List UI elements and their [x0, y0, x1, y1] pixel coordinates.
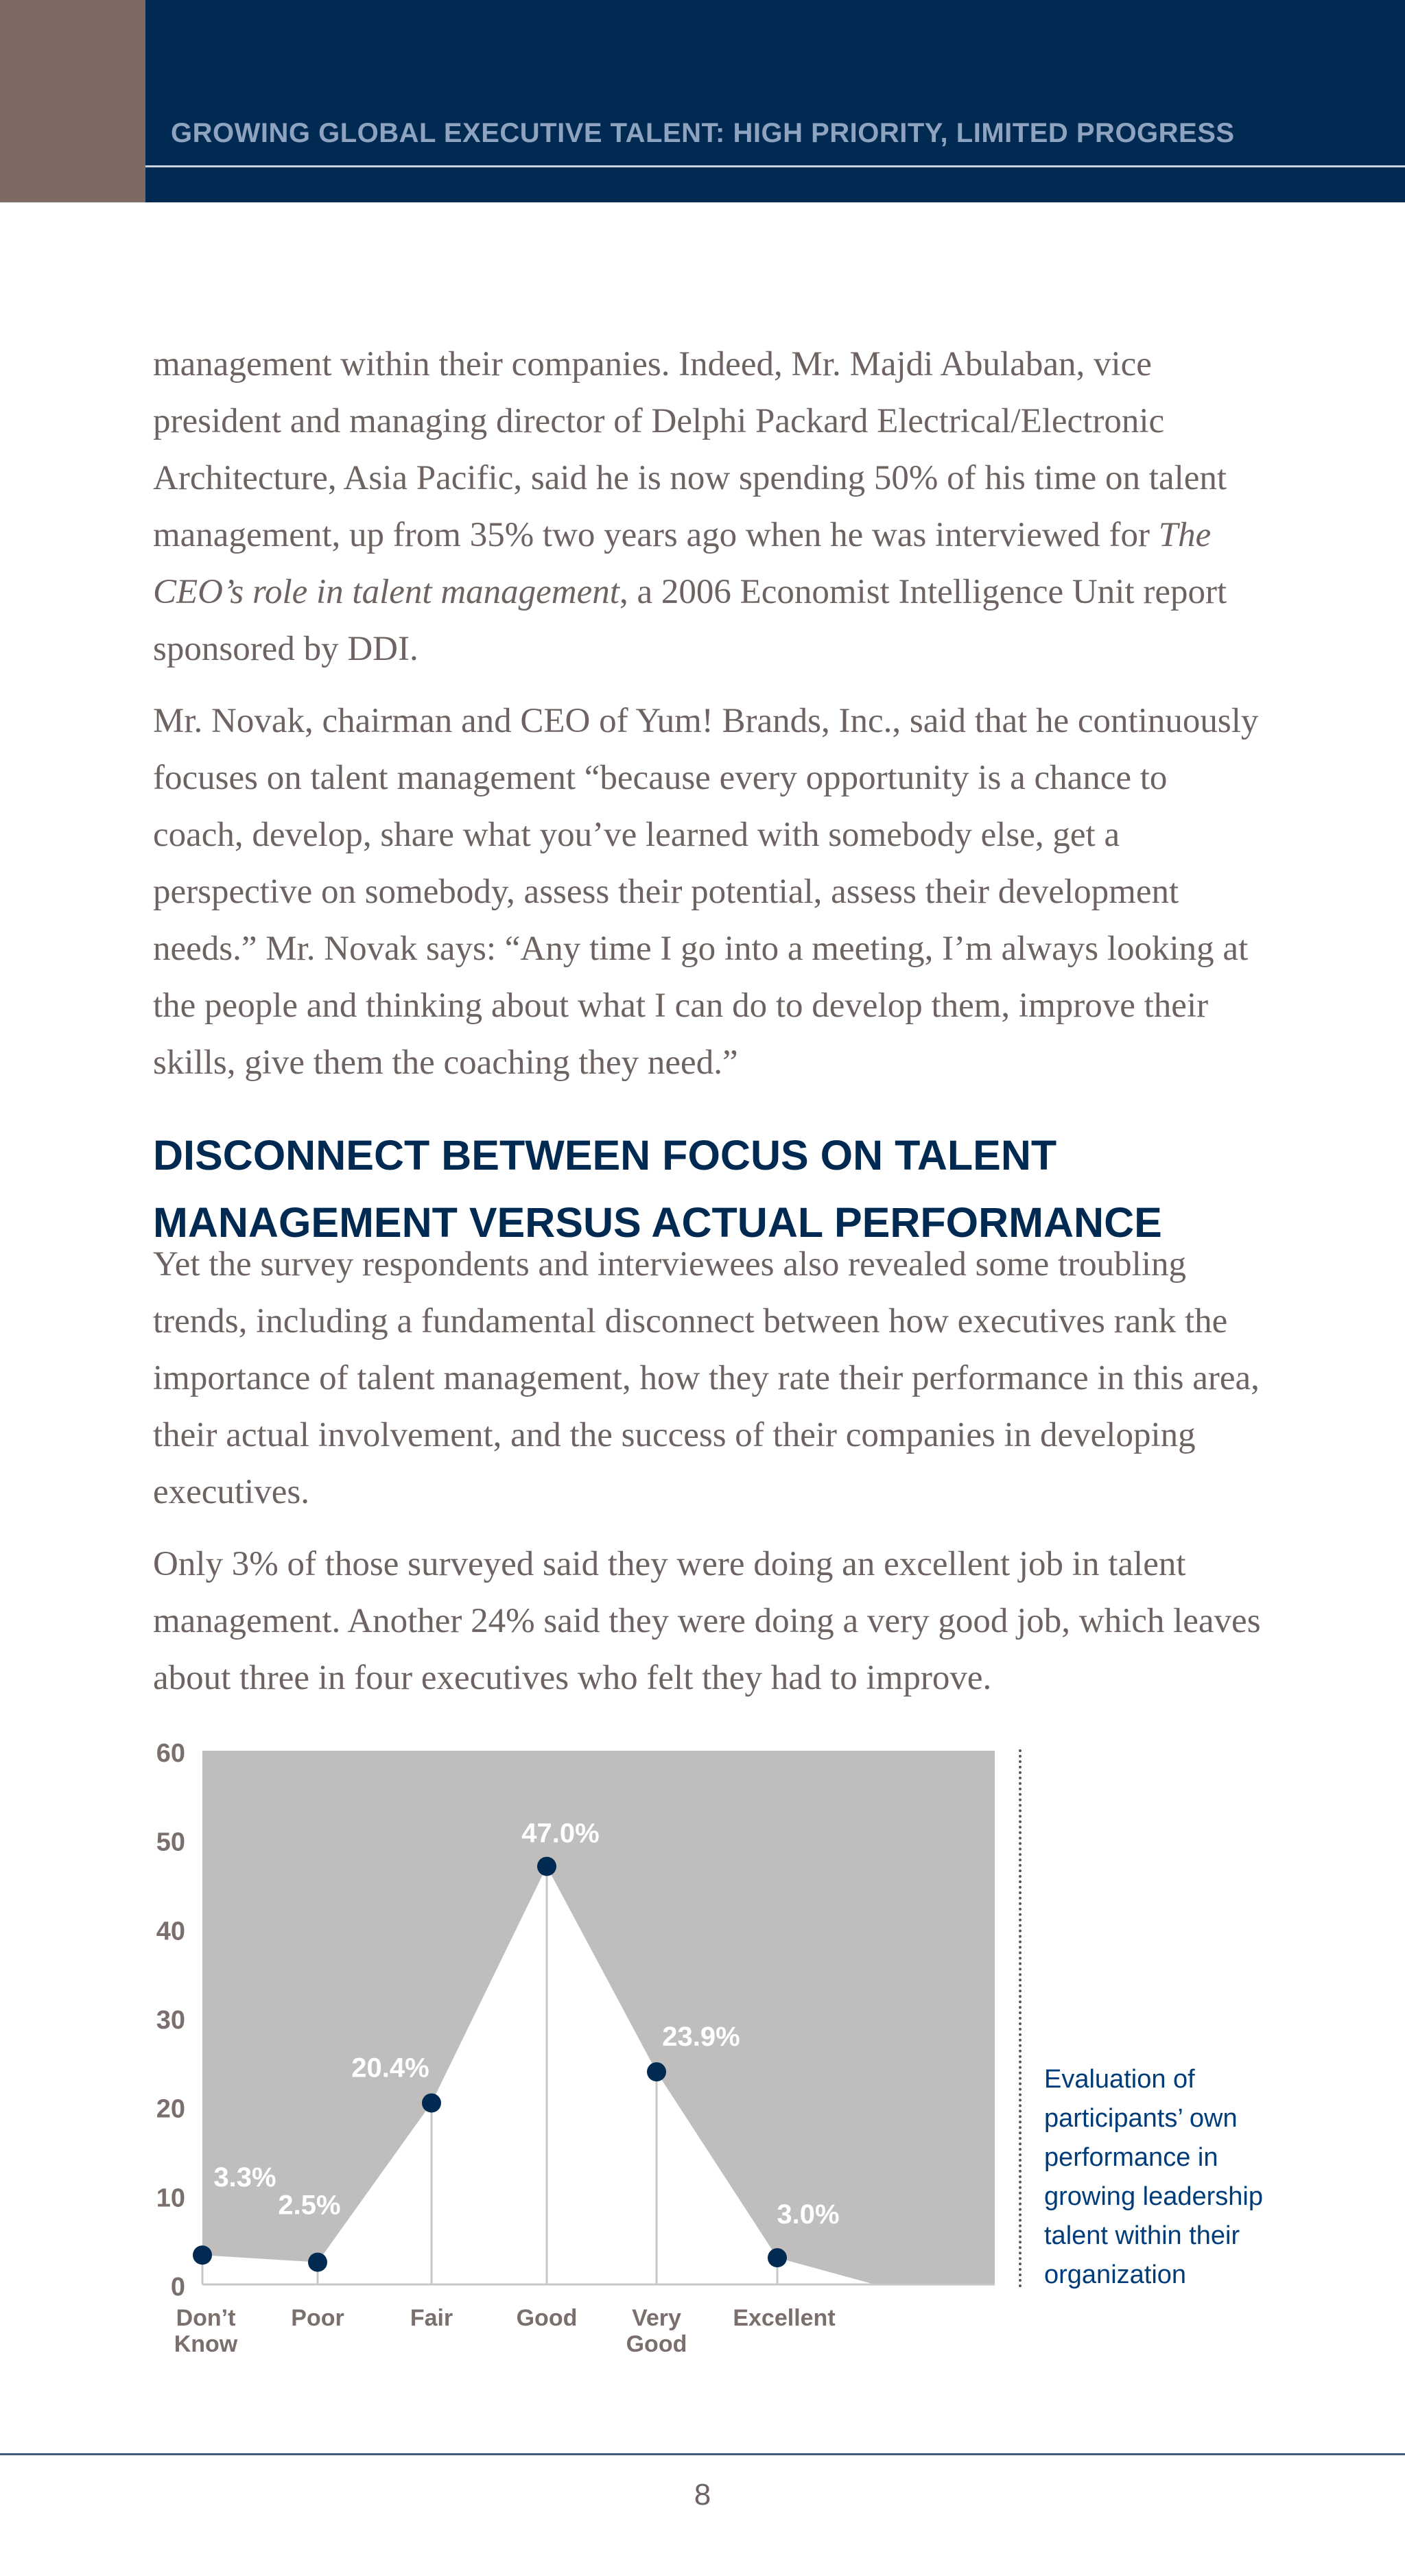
header-color-swatch: [0, 0, 145, 202]
data-label: 3.3%: [213, 2162, 276, 2193]
y-tick-label: 30: [156, 2006, 185, 2035]
x-category-label: Good: [626, 2331, 687, 2357]
data-label: 23.9%: [662, 2022, 740, 2053]
data-point: [308, 2253, 327, 2272]
footer-rule: [0, 2453, 1405, 2455]
x-category-label: Don’t: [176, 2305, 236, 2331]
x-category-label: Excellent: [733, 2305, 836, 2331]
paragraph-novak: Mr. Novak, chairman and CEO of Yum! Brands, Inc., said that he continuously focuses on talent management “because every opportunity is a chance to coach, develop, share what you’ve learned with somebody else, get a perspective on somebody, assess their potential, assess their development needs.” Mr. Novak says: “Any time I go into a meeting, I’m always looking at the people and thinking about what I can do to develop them, improve their skills, give them the coaching they need.”: [153, 702, 1259, 1082]
y-tick-label: 50: [156, 1828, 185, 1857]
running-title: GROWING GLOBAL EXECUTIVE TALENT: HIGH PRIORITY, LIMITED PROGRESS: [171, 118, 1235, 148]
body-text-top: [153, 336, 1261, 1091]
x-category-label: Fair: [410, 2305, 453, 2331]
y-tick-label: 40: [156, 1917, 185, 1946]
page-number: 8: [694, 2478, 711, 2512]
section-heading-line2: MANAGEMENT VERSUS ACTUAL PERFORMANCE: [153, 1199, 1162, 1246]
data-point: [537, 1857, 556, 1876]
section-heading-line1: DISCONNECT BETWEEN FOCUS ON TALENT: [153, 1132, 1057, 1179]
y-tick-label: 60: [156, 1739, 185, 1768]
x-category-label: Know: [174, 2331, 238, 2357]
data-label: 2.5%: [278, 2190, 341, 2221]
y-tick-label: 20: [156, 2094, 185, 2124]
data-point: [422, 2093, 441, 2112]
data-point: [647, 2062, 666, 2081]
y-tick-label: 10: [156, 2184, 185, 2213]
y-tick-label: 0: [170, 2273, 185, 2302]
data-label: 47.0%: [521, 1818, 600, 1849]
data-label: 3.0%: [777, 2199, 840, 2230]
data-point: [193, 2245, 212, 2265]
chart-divider: [1019, 1749, 1022, 2288]
header-rule: [145, 165, 1405, 167]
header-band: [0, 0, 1405, 202]
chart-caption: Evaluation of participants’ own performance in growing leadership talent within their organization: [1044, 2065, 1263, 2289]
data-point: [768, 2248, 787, 2267]
paragraph-abulaban: management within their companies. Indeed, Mr. Majdi Abulaban, vice president and managing director of Delphi Packard Electrical/Electronic Architecture, Asia Pacific, said he is now spending 50% of his time on talent management, up from 35% two years ago when he was interviewed for The CEO’s role in talent management, a 2006 Economist Intelligence Unit report sponsored by DDI.: [153, 345, 1227, 668]
x-category-label: Good: [516, 2305, 578, 2331]
x-category-label: Poor: [291, 2305, 344, 2331]
report-title: The CEO’s role in talent management: [153, 516, 1212, 611]
x-category-label: Very: [632, 2305, 681, 2331]
paragraph-survey-results: Only 3% of those surveyed said they were doing an excellent job in talent management. Another 24% said they were doing a very good job, which leaves about three in four executives who felt they had to improve.: [153, 1545, 1261, 1697]
performance-chart: [0, 1736, 1029, 2367]
data-label: 20.4%: [351, 2053, 429, 2083]
body-text-bottom: [153, 1236, 1261, 1707]
paragraph-disconnect: Yet the survey respondents and interviewees also revealed some troubling trends, including a fundamental disconnect between how executives rank the importance of talent management, how they rate their performance in this area, their actual involvement, and the success of their companies in developing executives.: [153, 1245, 1260, 1511]
